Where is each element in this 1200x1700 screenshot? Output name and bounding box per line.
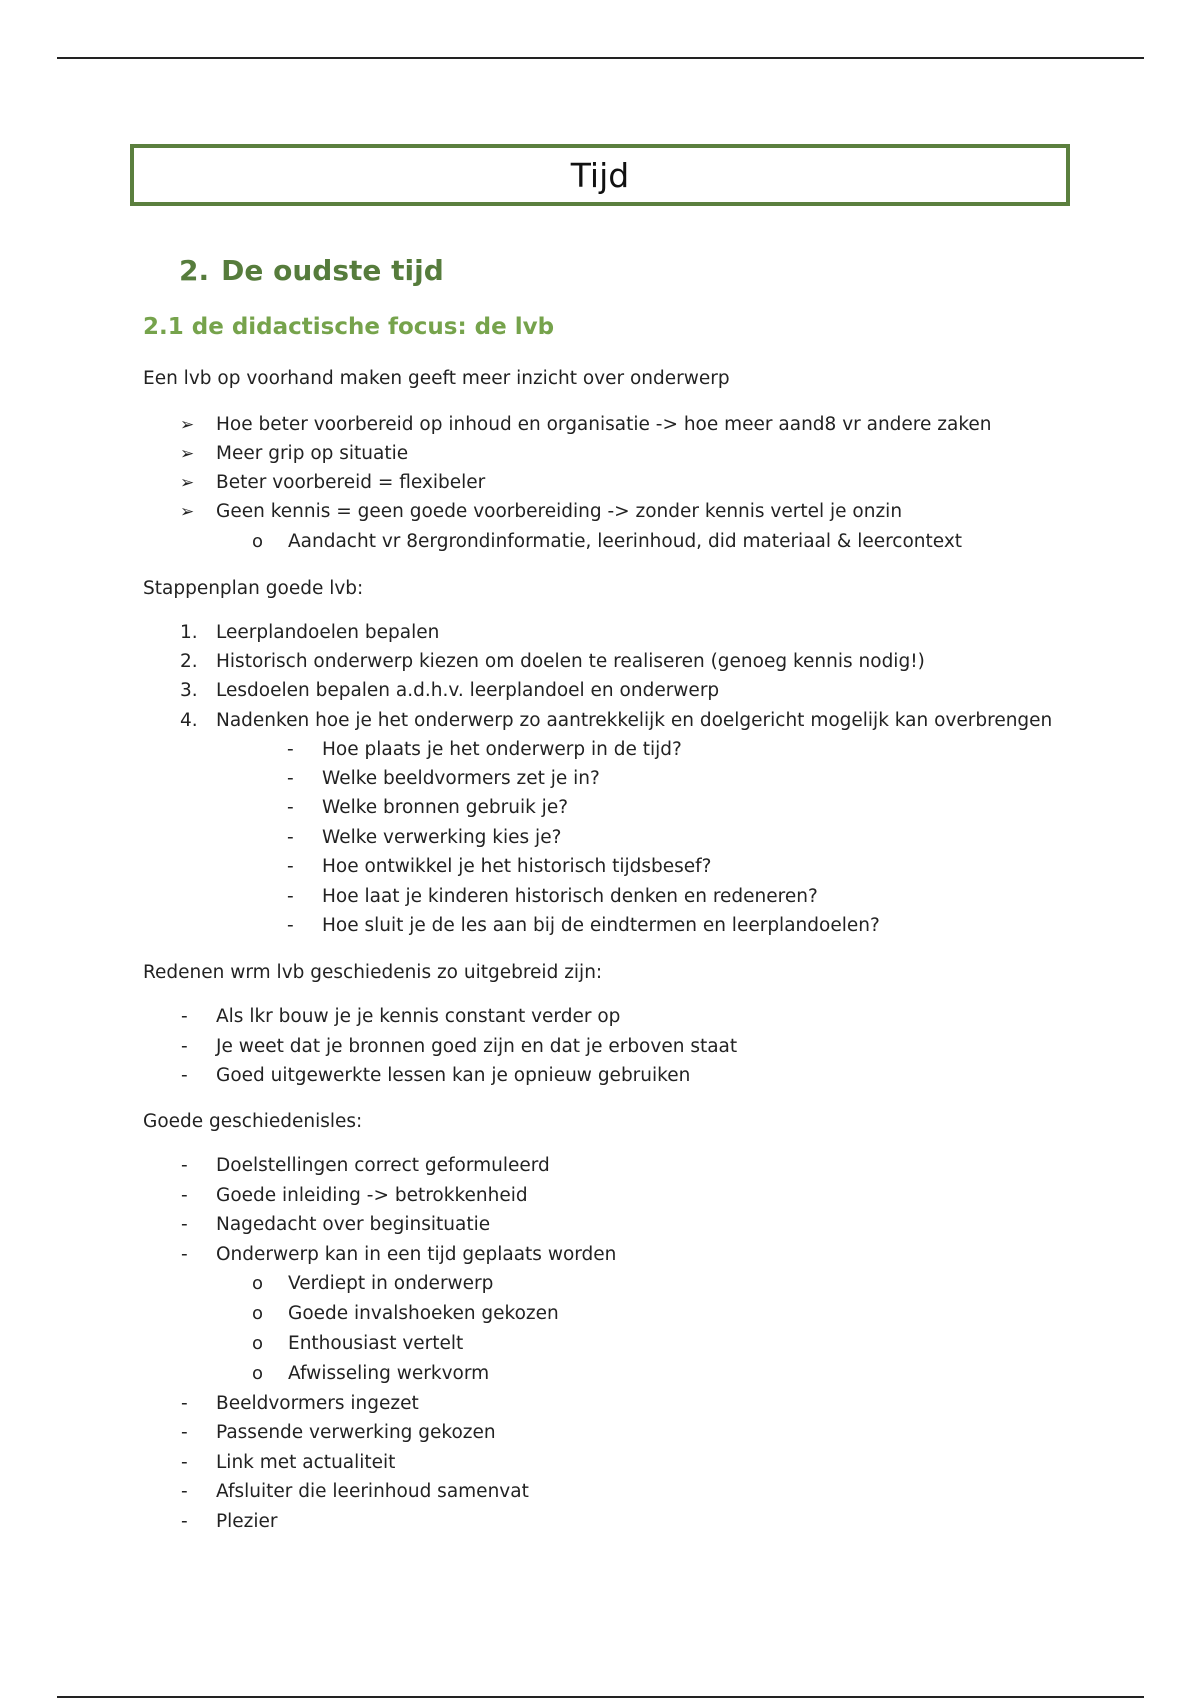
step-number: 1. (180, 622, 198, 643)
goede-subitem: Verdiept in onderwerp (288, 1273, 494, 1294)
stappenplan-heading: Stappenplan goede lvb: (143, 578, 364, 599)
step-item: Historisch onderwerp kiezen om doelen te realiseren (genoeg kennis nodig!) (216, 651, 925, 672)
reden-item: Goed uitgewerkte lessen kan je opnieuw gebruiken (216, 1065, 691, 1086)
arrow-bullet-icon: ➢ (180, 444, 195, 464)
circle-bullet-icon: o (252, 531, 264, 552)
step-number: 4. (180, 710, 198, 731)
dash-bullet-icon: - (181, 1036, 188, 1057)
step-item: Nadenken hoe je het onderwerp zo aantrekkelijk en doelgericht mogelijk kan overbrengen (216, 710, 1053, 731)
header-title: Tijd (570, 155, 630, 195)
bottom-rule (57, 1696, 1144, 1698)
redenen-heading: Redenen wrm lvb geschiedenis zo uitgebreid zijn: (143, 962, 603, 983)
dash-bullet-icon: - (287, 739, 294, 760)
section-heading: 2.1 de didactische focus: de lvb (143, 314, 555, 340)
dash-bullet-icon: - (181, 1244, 188, 1265)
top-rule (57, 57, 1144, 59)
goede-heading: Goede geschiedenisles: (143, 1111, 363, 1132)
reden-item: Als lkr bouw je je kennis constant verder op (216, 1006, 621, 1027)
dash-bullet-icon: - (181, 1214, 188, 1235)
intro-paragraph: Een lvb op voorhand maken geeft meer inzicht over onderwerp (143, 368, 730, 389)
dash-bullet-icon: - (181, 1006, 188, 1027)
dash-bullet-icon: - (287, 797, 294, 818)
step4-question: Hoe ontwikkel je het historisch tijdsbesef? (322, 856, 712, 877)
arrow-bullet-icon: ➢ (180, 473, 195, 493)
step-number: 3. (180, 680, 198, 701)
step-item: Leerplandoelen bepalen (216, 622, 440, 643)
goede-item: Goede inleiding -> betrokkenheid (216, 1185, 528, 1206)
goede-item: Nagedacht over beginsituatie (216, 1214, 491, 1235)
intro-point: Beter voorbereid = flexibeler (216, 472, 486, 493)
step4-question: Welke beeldvormers zet je in? (322, 768, 600, 789)
step-number: 2. (180, 651, 198, 672)
chapter-title: De oudste tijd (221, 254, 444, 287)
goede-item: Doelstellingen correct geformuleerd (216, 1155, 550, 1176)
step4-question: Hoe plaats je het onderwerp in de tijd? (322, 739, 682, 760)
dash-bullet-icon: - (181, 1452, 188, 1473)
dash-bullet-icon: - (287, 827, 294, 848)
dash-bullet-icon: - (287, 915, 294, 936)
dash-bullet-icon: - (181, 1481, 188, 1502)
circle-bullet-icon: o (252, 1303, 264, 1324)
dash-bullet-icon: - (287, 856, 294, 877)
dash-bullet-icon: - (181, 1185, 188, 1206)
circle-bullet-icon: o (252, 1273, 264, 1294)
intro-point: Hoe beter voorbereid op inhoud en organisatie -> hoe meer aand8 vr andere zaken (216, 414, 992, 435)
step4-question: Welke verwerking kies je? (322, 827, 562, 848)
dash-bullet-icon: - (181, 1065, 188, 1086)
goede-subitem: Enthousiast vertelt (288, 1333, 464, 1354)
arrow-bullet-icon: ➢ (180, 502, 195, 522)
intro-subpoint: Aandacht vr 8ergrondinformatie, leerinhoud, did materiaal & leercontext (288, 531, 963, 552)
chapter-number: 2. (179, 254, 210, 287)
step4-question: Welke bronnen gebruik je? (322, 797, 569, 818)
reden-item: Je weet dat je bronnen goed zijn en dat je erboven staat (216, 1036, 738, 1057)
circle-bullet-icon: o (252, 1333, 264, 1354)
goede-item: Link met actualiteit (216, 1452, 396, 1473)
step-item: Lesdoelen bepalen a.d.h.v. leerplandoel en onderwerp (216, 680, 720, 701)
goede-item: Beeldvormers ingezet (216, 1393, 419, 1414)
intro-point: Meer grip op situatie (216, 443, 409, 464)
intro-point: Geen kennis = geen goede voorbereiding -> zonder kennis vertel je onzin (216, 501, 903, 522)
dash-bullet-icon: - (181, 1155, 188, 1176)
dash-bullet-icon: - (287, 768, 294, 789)
goede-subitem: Goede invalshoeken gekozen (288, 1303, 559, 1324)
goede-item: Plezier (216, 1511, 278, 1532)
goede-item: Onderwerp kan in een tijd geplaats worden (216, 1244, 617, 1265)
step4-question: Hoe laat je kinderen historisch denken en redeneren? (322, 886, 818, 907)
dash-bullet-icon: - (181, 1511, 188, 1532)
step4-question: Hoe sluit je de les aan bij de eindtermen en leerplandoelen? (322, 915, 880, 936)
goede-item: Afsluiter die leerinhoud samenvat (216, 1481, 529, 1502)
dash-bullet-icon: - (181, 1393, 188, 1414)
goede-subitem: Afwisseling werkvorm (288, 1363, 490, 1384)
dash-bullet-icon: - (181, 1422, 188, 1443)
arrow-bullet-icon: ➢ (180, 415, 195, 435)
circle-bullet-icon: o (252, 1363, 264, 1384)
goede-item: Passende verwerking gekozen (216, 1422, 496, 1443)
header-title-box (130, 144, 1070, 206)
dash-bullet-icon: - (287, 886, 294, 907)
chapter-heading (179, 254, 444, 287)
